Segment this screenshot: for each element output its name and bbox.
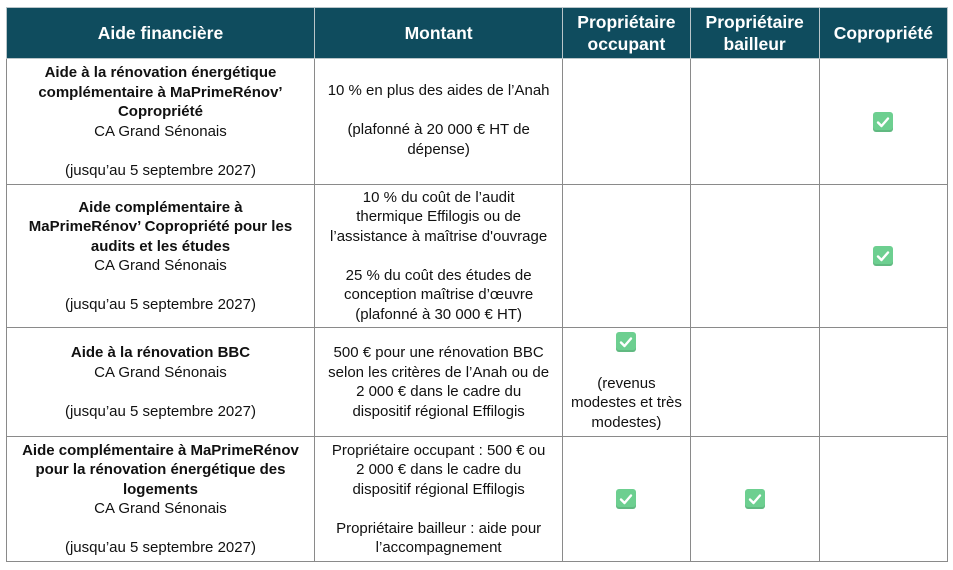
amount-line: dépense) [407,140,470,158]
amount-cell [314,185,562,328]
aid-organization: CA Grand Sénonais [94,122,227,140]
header-landlord-line: Propriétaire [705,12,804,32]
aid-title-line: pour la rénovation énergétique des [35,461,286,478]
aid-cell [7,185,315,328]
aid-title-line: complémentaire à MaPrimeRénov’ [38,83,283,101]
landlord-cell [690,437,819,562]
aid-organization: CA Grand Sénonais [94,363,227,381]
check-icon [873,246,893,266]
amount-line: conception maîtrise d’œuvre [344,286,534,304]
aid-title-line: logements [122,480,198,498]
aid-title-line: Aide complémentaire à MaPrimeRénov [22,441,299,459]
aid-title-line: MaPrimeRénov’ Copropriété pour les [28,218,293,235]
amount-line: Propriétaire occupant : 500 € ou [331,441,546,459]
header-row [7,8,948,59]
table-body [7,59,948,562]
header-owner-occupant [563,8,690,59]
header-owner-occupant-line: occupant [587,34,666,54]
aid-cell [7,328,315,437]
aid-title-line: Aide complémentaire à [78,198,243,216]
check-icon [616,489,636,509]
check-icon [616,332,636,352]
owner-occupant-cell [563,185,690,328]
aid-cell [7,437,315,562]
aid-cell [7,59,315,185]
amount-line: selon les critères de l’Anah ou de [328,363,550,381]
amount-line: (plafonné à 30 000 € HT) [355,305,523,323]
amount-line: 500 € pour une rénovation BBC [333,344,544,361]
condo-cell [819,59,947,185]
aid-title-line: Aide à la rénovation BBC [70,344,251,361]
aid-organization: CA Grand Sénonais [94,500,227,517]
amount-cell [314,59,562,185]
amount-line: dispositif régional Effilogis [352,480,525,498]
amount-line: Propriétaire bailleur : aide pour [336,519,542,537]
amount-line: l’assistance à maîtrise d'ouvrage [330,227,548,245]
landlord-cell [690,185,819,328]
header-amount: Montant [314,8,562,59]
amount-line: 10 % du coût de l’audit [362,188,515,206]
header-landlord-line: bailleur [723,34,786,54]
amount-line: 25 % du coût des études de [345,266,532,284]
table-row [7,59,948,185]
landlord-cell [690,59,819,185]
amount-line: 2 000 € dans le cadre du [356,383,522,400]
aid-deadline: (jusqu’au 5 septembre 2027) [64,161,256,179]
owner-occupant-cell [563,437,690,562]
aid-title-line: audits et les études [90,237,231,255]
aid-deadline: (jusqu’au 5 septembre 2027) [64,539,256,556]
aid-deadline: (jusqu’au 5 septembre 2027) [64,296,256,313]
condo-cell [819,185,947,328]
check-icon [745,489,765,509]
landlord-cell [690,328,819,437]
amount-line: l’accompagnement [375,539,502,556]
header-landlord [690,8,819,59]
amount-line: 10 % en plus des aides de l’Anah [327,82,550,99]
amount-cell [314,437,562,562]
condo-cell [819,328,947,437]
aid-organization: CA Grand Sénonais [94,257,227,274]
condo-cell [819,437,947,562]
table-row [7,328,948,437]
owner-occupant-cell [563,59,690,185]
owner-occupant-cell [563,328,690,437]
table-row [7,437,948,562]
amount-cell [314,328,562,437]
header-aid: Aide financière [7,8,315,59]
amount-line: (plafonné à 20 000 € HT de [347,121,530,138]
owner-note-line: (revenus [597,374,656,392]
owner-note-line: modestes) [591,413,662,431]
amount-line: 2 000 € dans le cadre du [356,461,522,478]
aid-title-line: Copropriété [117,103,203,120]
aid-title-line: Aide à la rénovation énergétique [44,64,277,81]
owner-note-line: modestes et très [570,394,682,412]
amount-line: dispositif régional Effilogis [352,402,525,420]
table-row [7,185,948,328]
aid-deadline: (jusqu’au 5 septembre 2027) [64,402,256,420]
table-header [7,8,948,59]
header-condo: Copropriété [819,8,947,59]
header-owner-occupant-line: Propriétaire [577,12,676,32]
aid-table [6,7,948,562]
amount-line: thermique Effilogis ou de [356,208,522,226]
check-icon [873,112,893,132]
